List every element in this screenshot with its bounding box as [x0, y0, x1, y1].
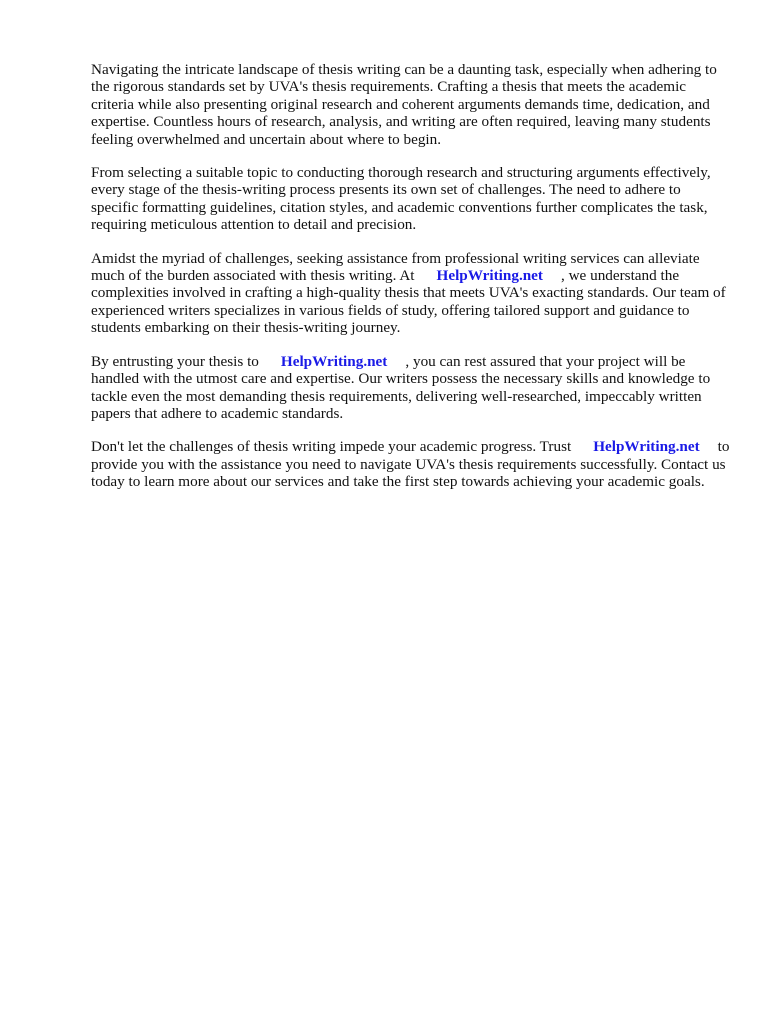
paragraph-3-text-before: Amidst the myriad of challenges, seeking assistance from professional writing services can alleviate much of the burden associated with thesis writing. At: [91, 249, 700, 285]
paragraph-3: [91, 250, 731, 337]
document-body: [91, 61, 731, 507]
paragraph-4-text-after: , you can rest assured that your project will be handled with the utmost care and expertise. Our writers possess the necessary skills and knowledge to tackle even the most demanding thesis requirements, delivering well-researched, impeccably written papers that adhere to academic standards.: [91, 352, 711, 422]
paragraph-4: [91, 353, 731, 423]
paragraph-2-text: From selecting a suitable topic to conducting thorough research and structuring arguments effectively, every stage of the thesis-writing process presents its own set of challenges. The need to adhere to specific formatting guidelines, citation styles, and academic conventions further complicates the task, requiring meticulous attention to detail and precision.: [91, 164, 711, 234]
helpwriting-link-3[interactable]: HelpWriting.net: [593, 438, 700, 456]
paragraph-1-text: Navigating the intricate landscape of thesis writing can be a daunting task, especially when adhering to the rigorous standards set by UVA's thesis requirements. Crafting a thesis that meets the academic criteria while also presenting original research and coherent arguments demands time, dedication, and expertise. Countless hours of research, analysis, and writing are often required, leaving many students feeling overwhelmed and uncertain about where to begin.: [91, 61, 717, 148]
paragraph-1: [91, 61, 731, 148]
paragraph-5-text-before: Don't let the challenges of thesis writing impede your academic progress. Trust: [91, 438, 572, 456]
paragraph-4-text-before: By entrusting your thesis to: [91, 352, 259, 370]
helpwriting-link-1[interactable]: HelpWriting.net: [436, 267, 543, 285]
paragraph-2: [91, 164, 731, 234]
paragraph-3-text-after: , we understand the complexities involved in crafting a high-quality thesis that meets UVA's exacting standards. Our team of experienced writers specializes in various fields of study, offering tailored support and guidance to students embarking on their thesis-writing journey.: [91, 267, 726, 337]
paragraph-5: [91, 438, 731, 490]
paragraph-5-text-after: to provide you with the assistance you need to navigate UVA's thesis requirements successfully. Contact us today to learn more about our services and take the first step towards achieving your academic goals.: [91, 438, 730, 491]
helpwriting-link-2[interactable]: HelpWriting.net: [280, 352, 388, 370]
